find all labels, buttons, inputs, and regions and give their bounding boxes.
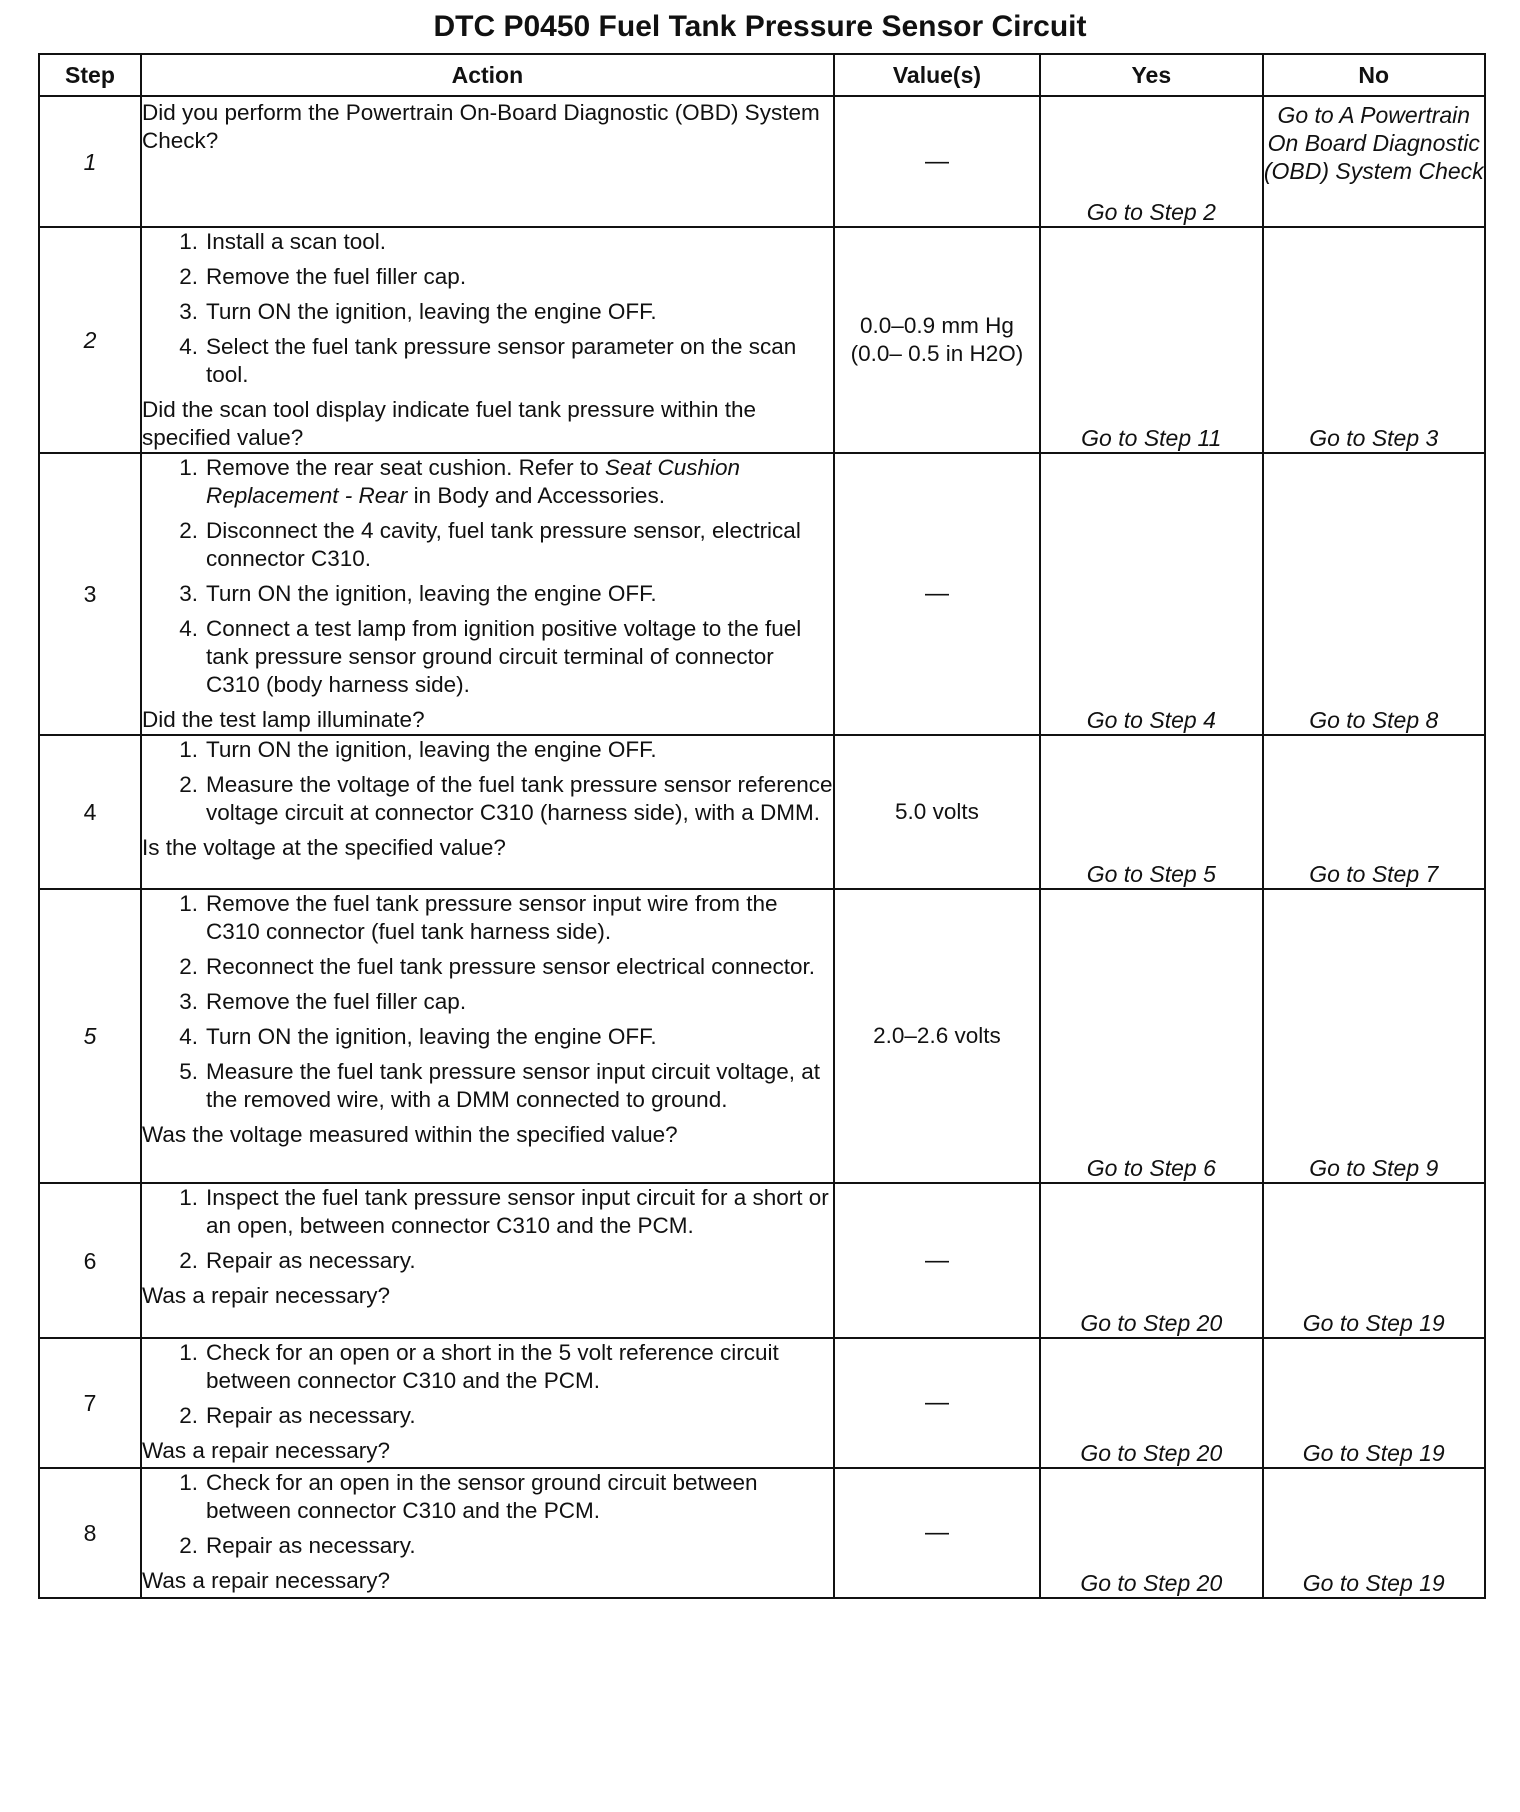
action-item: 4. Turn ON the ignition, leaving the engine OFF. [179,1024,657,1049]
value-cell: 0.0–0.9 mm Hg (0.0– 0.5 in H2O) [834,227,1040,453]
value-cell: — [834,96,1040,227]
value-cell: — [834,453,1040,735]
action-item: 1. Check for an open or a short in the 5 volt reference circuit between connector C310 and the PCM. [179,1340,779,1393]
yes-link[interactable]: Go to Step 20 [1040,1183,1262,1338]
action-list [142,736,833,827]
header-yes: Yes [1040,54,1262,96]
action-item: 4. Select the fuel tank pressure sensor parameter on the scan tool. [179,334,797,387]
action-item: 2. Disconnect the 4 cavity, fuel tank pressure sensor, electrical connector C310. [179,518,801,571]
action-question: Was a repair necessary? [141,1438,390,1463]
yes-link[interactable]: Go to Step 4 [1040,453,1262,735]
header-values: Value(s) [834,54,1040,96]
action-list [142,228,833,389]
yes-link[interactable]: Go to Step 20 [1040,1338,1262,1468]
no-link[interactable]: Go to Step 8 [1263,453,1485,735]
value-cell: 5.0 volts [834,735,1040,889]
table-header-row [39,54,1485,96]
step-number: 4 [39,735,141,889]
table-row [39,96,1485,227]
action-item: 2. Repair as necessary. [179,1403,416,1428]
page-title: DTC P0450 Fuel Tank Pressure Sensor Circuit [433,10,1087,43]
table-row [39,735,1485,889]
action-question: Did the scan tool display indicate fuel tank pressure within the specified value? [141,397,757,450]
header-no: No [1263,54,1485,96]
step-number: 2 [39,227,141,453]
value-cell: — [834,1338,1040,1468]
action-item: 4. Connect a test lamp from ignition positive voltage to the fuel tank pressure sensor ground circuit terminal of connector C310 (body harness side). [179,616,802,697]
value-cell: — [834,1468,1040,1598]
action-question: Was the voltage measured within the specified value? [141,1122,678,1147]
action-item: 1. Check for an open in the sensor ground circuit between between connector C310 and the PCM. [179,1470,758,1523]
action-list [142,1339,833,1430]
action-item: 3. Turn ON the ignition, leaving the engine OFF. [179,581,657,606]
action-cell [141,1338,834,1468]
action-list [142,1469,833,1560]
no-link[interactable]: Go to Step 9 [1263,889,1485,1183]
action-cell [141,96,834,227]
action-cell [141,735,834,889]
value-cell: — [834,1183,1040,1338]
action-list [142,890,833,1114]
action-item: 1. Turn ON the ignition, leaving the engine OFF. [179,737,657,762]
no-link[interactable]: Go to Step 19 [1263,1468,1485,1598]
step-number: 7 [39,1338,141,1468]
yes-link[interactable]: Go to Step 20 [1040,1468,1262,1598]
table-row [39,453,1485,735]
action-list [142,454,833,699]
action-item: 2. Repair as necessary. [179,1248,416,1273]
no-link[interactable]: Go to Step 19 [1263,1183,1485,1338]
yes-link[interactable]: Go to Step 2 [1040,96,1262,227]
table-row [39,227,1485,453]
yes-link[interactable]: Go to Step 5 [1040,735,1262,889]
action-item: 1. Remove the rear seat cushion. Refer to Seat Cushion Replacement - Rear in Body and Accessories. [179,455,741,508]
action-item: 2. Measure the voltage of the fuel tank pressure sensor reference voltage circuit at connector C310 (harness side), with a DMM. [179,772,833,825]
table-row [39,889,1485,1183]
action-question: Did the test lamp illuminate? [141,707,425,732]
yes-link[interactable]: Go to Step 6 [1040,889,1262,1183]
action-cell [141,1468,834,1598]
step-number: 5 [39,889,141,1183]
diagnostic-table [38,53,1486,1599]
action-item: 2. Repair as necessary. [179,1533,416,1558]
header-action: Action [141,54,834,96]
header-step: Step [39,54,141,96]
value-cell: 2.0–2.6 volts [834,889,1040,1183]
action-item: 1. Install a scan tool. [179,229,387,254]
action-question: Did you perform the Powertrain On-Board Diagnostic (OBD) System Check? [141,100,820,153]
no-link[interactable]: Go to Step 7 [1263,735,1485,889]
action-item: 1. Inspect the fuel tank pressure sensor input circuit for a short or an open, between connector C310 and the PCM. [179,1185,829,1238]
action-item: 3. Remove the fuel filler cap. [179,989,467,1014]
action-list [142,1184,833,1275]
action-item: 2. Reconnect the fuel tank pressure sensor electrical connector. [179,954,816,979]
no-link[interactable]: Go to A Powertrain On Board Diagnostic (OBD) System Check [1263,96,1485,227]
action-cell [141,1183,834,1338]
action-question: Is the voltage at the specified value? [141,835,506,860]
action-item: 1. Remove the fuel tank pressure sensor input wire from the C310 connector (fuel tank harness side). [179,891,778,944]
table-row [39,1183,1485,1338]
table-row [39,1468,1485,1598]
action-item: 3. Turn ON the ignition, leaving the engine OFF. [179,299,657,324]
step-number: 8 [39,1468,141,1598]
action-cell [141,227,834,453]
action-question: Was a repair necessary? [141,1283,390,1308]
no-link[interactable]: Go to Step 3 [1263,227,1485,453]
table-row [39,1338,1485,1468]
action-cell [141,453,834,735]
no-link[interactable]: Go to Step 19 [1263,1338,1485,1468]
step-number: 3 [39,453,141,735]
action-item: 5. Measure the fuel tank pressure sensor input circuit voltage, at the removed wire, with a DMM connected to ground. [179,1059,821,1112]
action-question: Was a repair necessary? [141,1568,390,1593]
action-item: 2. Remove the fuel filler cap. [179,264,467,289]
step-number: 6 [39,1183,141,1338]
step-number: 1 [39,96,141,227]
action-cell [141,889,834,1183]
yes-link[interactable]: Go to Step 11 [1040,227,1262,453]
